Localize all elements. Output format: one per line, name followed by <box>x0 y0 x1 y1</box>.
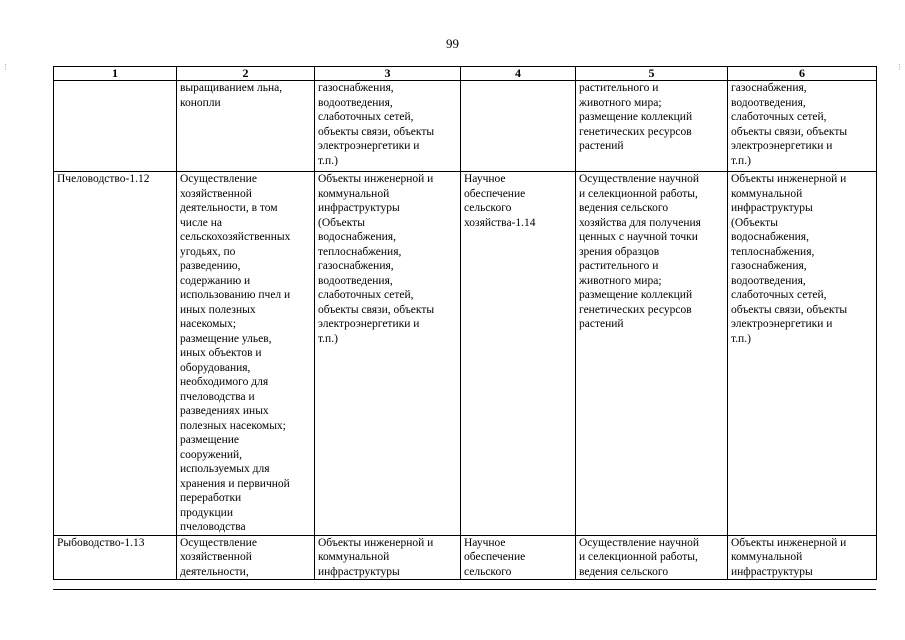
header-col-4: 4 <box>461 67 576 81</box>
row-2-col-2: Осуществление хозяйственной деятельности, в том числе на сельскохозяйственных угодьях, по разведению, содержанию и использованию пчел и иных полезных насекомых; размещение ульев, иных объектов и оборудования, необходимого для пчеловодства и разведениях иных полезных насекомых; размещение сооружений, используемых для хранения и первичной переработки продукции пчеловодства <box>177 172 315 536</box>
row-1-col-1 <box>54 81 177 172</box>
page-bottom-rule <box>53 589 876 590</box>
row-2-col-1: Пчеловодство-1.12 <box>54 172 177 536</box>
page-number: 99 <box>446 36 459 51</box>
table-row <box>54 172 877 536</box>
header-col-6: 6 <box>728 67 877 81</box>
row-3-col-4: Научное обеспечение сельского <box>461 535 576 580</box>
table-row <box>54 535 877 580</box>
header-col-2: 2 <box>177 67 315 81</box>
row-3-col-6: Объекты инженерной и коммунальной инфраструктуры <box>728 535 877 580</box>
row-2-col-5: Осуществление научной и селекционной работы, ведения сельского хозяйства для получения ценных с научной точки зрения образцов растительного и животного мира; размещение коллекций генетических ресурсов растений <box>576 172 728 536</box>
row-1-col-4 <box>461 81 576 172</box>
land-use-table <box>53 66 877 580</box>
row-1-col-5: растительного и животного мира; размещение коллекций генетических ресурсов растений <box>576 81 728 172</box>
right-margin-mark: ⋮ <box>896 63 903 71</box>
table-row <box>54 81 877 172</box>
left-margin-mark: ⋮ <box>2 63 9 71</box>
row-3-col-2: Осуществление хозяйственной деятельности, <box>177 535 315 580</box>
header-col-5: 5 <box>576 67 728 81</box>
row-2-col-3: Объекты инженерной и коммунальной инфраструктуры (Объекты водоснабжения, теплоснабжения, газоснабжения, водоотведения, слаботочных сетей, объекты связи, объекты электроэнергетики и т.п.) <box>315 172 461 536</box>
row-1-col-2: выращиванием льна, конопли <box>177 81 315 172</box>
header-col-3: 3 <box>315 67 461 81</box>
row-2-col-6: Объекты инженерной и коммунальной инфраструктуры (Объекты водоснабжения, теплоснабжения, газоснабжения, водоотведения, слаботочных сетей, объекты связи, объекты электроэнергетики и т.п.) <box>728 172 877 536</box>
table-header-row <box>54 67 877 81</box>
header-col-1: 1 <box>54 67 177 81</box>
row-1-col-6: газоснабжения, водоотведения, слаботочных сетей, объекты связи, объекты электроэнергетики и т.п.) <box>728 81 877 172</box>
row-3-col-5: Осуществление научной и селекционной работы, ведения сельского <box>576 535 728 580</box>
row-3-col-3: Объекты инженерной и коммунальной инфраструктуры <box>315 535 461 580</box>
row-2-col-4: Научное обеспечение сельского хозяйства-1.14 <box>461 172 576 536</box>
row-1-col-3: газоснабжения, водоотведения, слаботочных сетей, объекты связи, объекты электроэнергетики и т.п.) <box>315 81 461 172</box>
row-3-col-1: Рыбоводство-1.13 <box>54 535 177 580</box>
